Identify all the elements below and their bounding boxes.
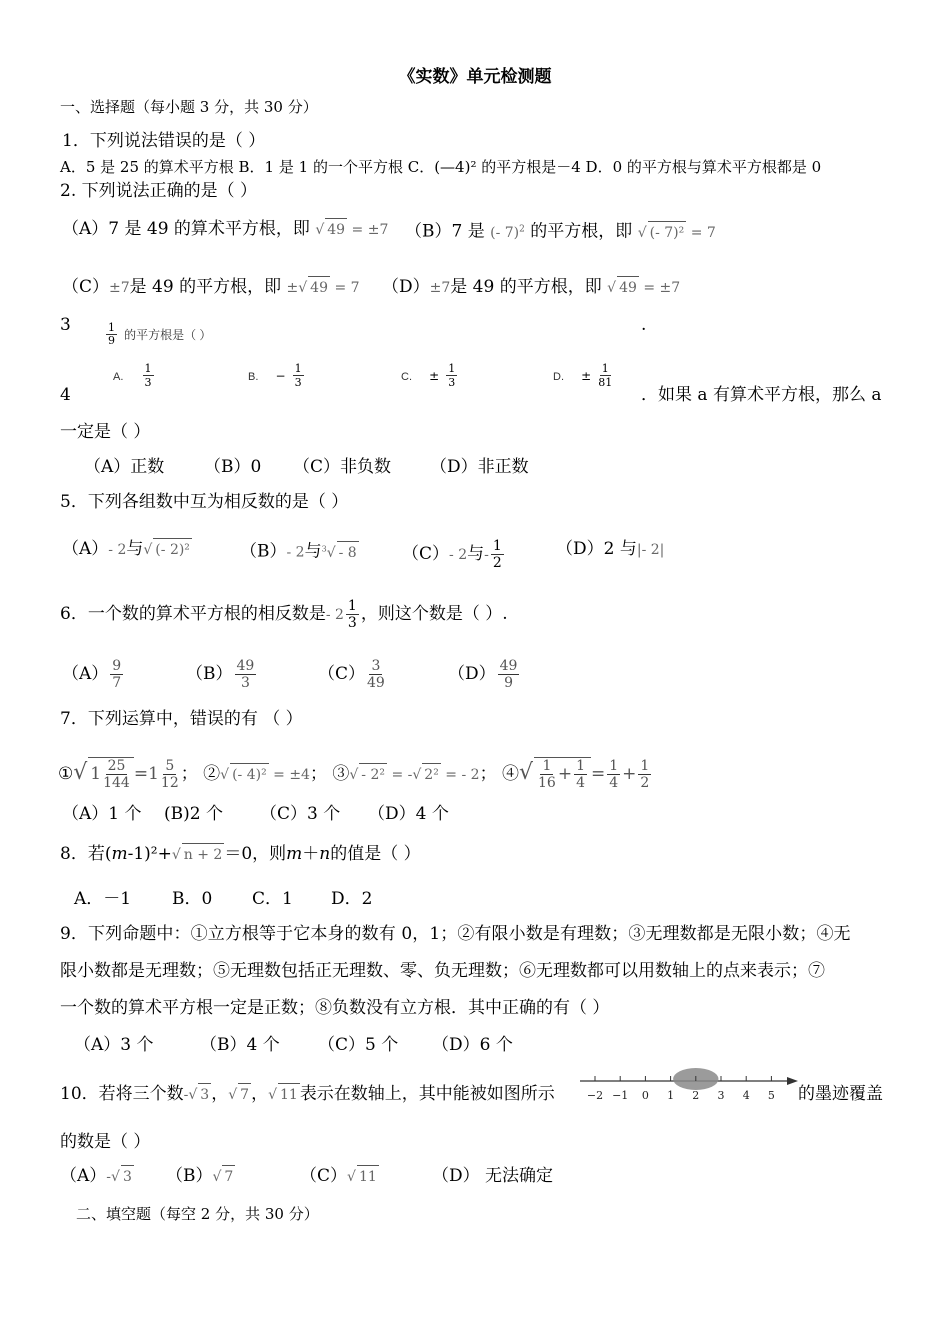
q6-option-a	[62, 658, 125, 691]
q7-e4-n2: 1	[576, 758, 585, 774]
question-2-option-c: （C）±7是 49 的平方根，即 ±√ 49 = 7	[62, 277, 360, 297]
q5-b-index: 3	[321, 544, 327, 553]
number-line-figure	[578, 1066, 800, 1106]
q7-e4-plus: +	[557, 764, 573, 784]
q3-c-num: 1	[448, 362, 456, 375]
q3-option-a-label: A.	[113, 371, 124, 383]
option-c-label: （C）	[62, 277, 110, 297]
question-10-line2: 的数是（ ）	[60, 1132, 151, 1152]
option-b-text1: （B）7 是	[405, 221, 485, 242]
q6-a-num: 9	[112, 658, 122, 674]
q7-e4-plus2: +	[622, 764, 637, 784]
q3-option-a	[113, 362, 156, 389]
number-line-tick-label: 4	[742, 1089, 750, 1102]
page-title: 《实数》单元检测题	[398, 67, 552, 87]
q6-b-label: （B）	[186, 664, 233, 684]
q7-e1-int: 1	[90, 764, 102, 784]
q8-part2: -1)²+	[127, 844, 172, 864]
q7-e3-label: ③	[332, 764, 350, 784]
number-line-tick-label: 3	[717, 1089, 725, 1102]
q10-m3-radicand: 11	[278, 1083, 300, 1106]
q7-e4-d4: 2	[640, 775, 650, 791]
question-2-option-a: （A）7 是 49 的算术平方根，即 √ 49 = ±7	[62, 219, 389, 239]
question-2-option-b: （B）7 是 (- 7)$^2$ 的平方根，即 √ (- 7)² = 7	[405, 221, 716, 242]
q8-option-d: D．2	[331, 889, 373, 909]
q5-c-den: 2	[492, 555, 502, 571]
q7-sep-2: ；	[309, 764, 327, 784]
q3-b-den: 3	[294, 376, 302, 389]
q7-e1-num: 25	[107, 758, 126, 774]
question-8-stem: 8．若(m-1)²+√ n + 2 ＝0，则m＋n的值是（ ）	[60, 844, 421, 864]
q7-sep-1: ；	[180, 764, 198, 784]
q6-b-den: 3	[240, 675, 250, 691]
option-a-text: （A）7 是 49 的算术平方根，即	[62, 219, 310, 239]
q3-d-num: 1	[601, 362, 609, 375]
q5-option-a: （A）- 2与√ (- 2)²	[62, 539, 190, 559]
q5-d-label: （D）2 与	[556, 539, 637, 559]
option-d-radicand: 49	[617, 276, 639, 299]
q8-part1: 8．若(	[60, 844, 112, 864]
q5-option-c	[402, 538, 506, 571]
q10-c-label: （C）	[300, 1166, 348, 1186]
option-c-text: 是 49 的平方根，即	[129, 277, 282, 297]
q7-e4-n1: 1	[542, 758, 552, 774]
q3-option-b	[248, 362, 306, 389]
option-b-math: (- 7)	[490, 224, 520, 241]
q10-part1: 10．若将三个数	[60, 1084, 184, 1104]
q10-option-a: （A）-√ 3	[60, 1166, 132, 1186]
question-3-stem	[104, 322, 211, 347]
q10-a-label: （A）	[60, 1166, 107, 1186]
number-line-arrow	[787, 1077, 798, 1085]
q6-d-den: 9	[504, 675, 514, 691]
number-line-tick-label: −1	[612, 1089, 629, 1102]
q7-expressions: ①√ 1 $\frac{25}{144}$ =1 $\frac{5}{12}$ ； ②√ (- 4)² = ±4； ③√ - 2² = -√ 2² = - 2； ④√ $\frac{1}{16}$ + $\frac{1}{4}$ = $\frac{1}{4}$ + $\frac{1}{2}$	[58, 758, 650, 791]
question-2-option-d: （D）±7是 49 的平方根，即 √ 49 = ±7	[382, 277, 681, 297]
q7-e1-rnum: 5	[165, 758, 175, 774]
q10-a-sign: -	[106, 1169, 112, 1185]
q10-part2: 表示在数轴上，其中能被如图所示	[299, 1084, 555, 1104]
q7-e4-eq: =	[591, 764, 606, 784]
q10-comma2: ，	[251, 1084, 269, 1104]
q4-option-d: （D）非正数	[430, 457, 529, 477]
option-c-radicand: 49	[308, 276, 330, 299]
question-9-line2: 限小数都是无理数；⑤无理数包括正无理数、零、负无理数；⑥无理数都可以用数轴上的点来表示；⑦	[60, 961, 825, 981]
q3-option-d-label: D.	[553, 371, 564, 383]
q7-e2-eq: = ±4	[273, 767, 310, 783]
q6-option-d	[448, 658, 521, 691]
q5-a-radicand: (- 2)²	[153, 538, 192, 561]
number-line-tick-label: 0	[641, 1089, 649, 1102]
q8-var-m: m	[111, 844, 128, 864]
q5-c-with: 与	[467, 544, 485, 564]
q3-stem-text: 的平方根是（ ）	[124, 328, 212, 342]
q7-e4-d2: 4	[576, 775, 585, 791]
number-line-tick-label: −2	[586, 1089, 604, 1102]
q10-b-label: （B）	[166, 1166, 213, 1186]
q7-e1-eq: =1	[133, 764, 159, 784]
q9-option-c: （C）5 个	[318, 1035, 399, 1055]
question-2-stem: 2. 下列说法正确的是（ ）	[60, 181, 258, 201]
q6-c-label: （C）	[318, 664, 366, 684]
q5-b-m1: - 2	[286, 544, 305, 561]
number-line-tick-label: 1	[667, 1089, 675, 1102]
q9-option-a: （A）3 个	[74, 1035, 154, 1055]
q5-a-with: 与	[126, 539, 144, 559]
q7-e4-label: ④	[501, 764, 519, 784]
section-heading-fill: 二、填空题（每空 2 分，共 30 分）	[76, 1205, 319, 1223]
q10-m1-sign: -	[183, 1087, 189, 1103]
q6-mixed-den: 3	[347, 615, 357, 631]
q8-option-b: B．0	[172, 889, 213, 909]
q7-e4-d3: 4	[609, 775, 619, 791]
section-heading-choice: 一、选择题（每小题 3 分，共 30 分）	[60, 98, 318, 116]
q10-a-radicand: 3	[121, 1165, 134, 1188]
q6-stem-part2: ，则这个数是（ ）.	[360, 604, 508, 624]
q7-e1-rden: 12	[160, 775, 179, 791]
q10-m2-radicand: 7	[238, 1083, 251, 1106]
option-a-radicand: 49	[325, 218, 347, 241]
q9-option-d: （D）6 个	[432, 1035, 513, 1055]
q7-e1-den: 144	[103, 775, 130, 791]
q3-a-den: 3	[144, 376, 152, 389]
q6-a-label: （A）	[62, 664, 109, 684]
q5-a-label: （A）	[62, 539, 109, 559]
q8-radicand: n + 2	[182, 843, 225, 866]
number-line-tick-label: 2	[692, 1089, 700, 1102]
q4-option-c: （C）非负数	[293, 457, 392, 477]
q7-e3-eq2: = - 2	[445, 767, 480, 783]
q5-c-label: （C）	[402, 544, 450, 564]
option-c-pm: ±7	[109, 280, 130, 296]
q5-c-sign: -	[484, 547, 489, 563]
option-d-pm: ±7	[429, 280, 451, 296]
question-1-stem: 1．下列说法错误的是（ ）	[62, 131, 266, 151]
q6-mixed-int: - 2	[325, 607, 344, 623]
q8-part4: 的值是（ ）	[330, 844, 421, 864]
option-b-eq: = 7	[690, 224, 716, 241]
q7-e3-eq: = -	[391, 767, 413, 783]
q7-option-a: （A）1 个	[62, 804, 142, 824]
q3-option-c-label: C.	[401, 371, 412, 383]
option-d-text: 是 49 的平方根，即	[450, 277, 602, 297]
q8-option-a: A．－1	[74, 889, 132, 909]
option-b-radicand: (- 7)²	[648, 221, 687, 244]
option-c-eq: = 7	[334, 280, 360, 296]
q7-sep-3: ；	[479, 764, 497, 784]
q10-comma1: ，	[211, 1084, 229, 1104]
option-d-label: （D）	[382, 277, 430, 297]
q5-a-m1: - 2	[108, 542, 127, 558]
q8-plus: ＋	[302, 844, 320, 864]
q7-option-c: （C）3 个	[260, 804, 341, 824]
q4-option-b: （B）0	[204, 457, 262, 477]
option-b-text2: 的平方根，即	[530, 221, 633, 242]
q5-b-label: （B）	[240, 541, 287, 562]
q7-e4-d1: 16	[538, 775, 556, 791]
question-6-stem	[60, 598, 508, 631]
q4-option-a: （A）正数	[84, 457, 165, 477]
q7-e4-n3: 1	[609, 758, 619, 774]
question-9-line3: 一个数的算术平方根一定是正数；⑧负数没有立方根．其中正确的有（ ）	[60, 998, 610, 1018]
q6-d-num: 49	[499, 658, 518, 674]
q3-b-sign: −	[275, 369, 286, 383]
q5-option-d	[556, 538, 664, 561]
q7-e2-label: ②	[203, 764, 221, 784]
option-c-math-pm: ±	[286, 280, 299, 296]
q9-option-b: （B）4 个	[200, 1035, 280, 1055]
q3-c-sign: ±	[429, 369, 440, 383]
q7-e3-radicand2: 2²	[422, 763, 441, 786]
q8-part3: ＝0，则	[224, 844, 287, 864]
q6-stem-part1: 6．一个数的算术平方根的相反数是	[60, 604, 326, 624]
q6-option-c	[318, 658, 387, 691]
question-4-stem: ．如果 a 有算术平方根，那么 a	[641, 385, 882, 405]
q6-d-label: （D）	[448, 664, 496, 684]
q8-var-n: n	[319, 844, 331, 864]
q3-option-b-label: B.	[248, 371, 259, 383]
question-10-stem: 10．若将三个数-√ 3 ，√ 7 ，√ 11 表示在数轴上，其中能被如图所示	[60, 1084, 555, 1104]
q3-frac-num: 1	[108, 321, 115, 334]
q3-b-num: 1	[294, 362, 302, 375]
q3-option-d	[553, 362, 614, 389]
q6-c-num: 3	[371, 658, 381, 674]
q3-option-c	[401, 362, 459, 389]
q3-c-den: 3	[448, 376, 456, 389]
q3-frac-den: 9	[108, 334, 115, 347]
q5-c-m1: - 2	[449, 547, 468, 563]
q10-m1-radicand: 3	[198, 1083, 211, 1106]
q7-e2-radicand: (- 4)²	[230, 763, 269, 786]
question-3-dot: .	[641, 315, 647, 335]
q3-a-num: 1	[144, 362, 152, 375]
q10-option-d: （D） 无法确定	[432, 1166, 554, 1186]
q6-b-num: 49	[236, 658, 255, 674]
q8-option-c: C．1	[252, 889, 293, 909]
q6-mixed-num: 1	[347, 598, 357, 614]
q6-c-den: 49	[367, 675, 385, 691]
q3-d-den: 81	[598, 376, 613, 389]
q5-b-radicand: - 8	[337, 541, 359, 564]
q7-option-d: （D）4 个	[368, 804, 449, 824]
q5-option-b: （B）- 2与$^3$√ - 8	[240, 541, 357, 562]
q6-a-den: 7	[112, 675, 122, 691]
q3-d-sign: ±	[581, 369, 592, 383]
q10-option-c: （C）√ 11	[300, 1166, 377, 1186]
option-a-eq: = ±7	[351, 222, 389, 238]
q10-c-radicand: 11	[357, 1165, 379, 1188]
q7-e4-n4: 1	[640, 758, 650, 774]
question-4-stem-line2: 一定是（ ）	[60, 422, 151, 442]
q5-c-num: 1	[492, 538, 502, 554]
question-4-number: 4	[60, 385, 71, 405]
q7-e3-radicand: - 2²	[359, 763, 387, 786]
question-1-options: A．5 是 25 的算术平方根 B．1 是 1 的一个平方根 C．(—4)² 的平方根是－4 D．0 的平方根与算术平方根都是 0	[60, 158, 822, 176]
q8-var-m2: m	[286, 844, 303, 864]
q5-b-with: 与	[304, 541, 322, 562]
option-d-eq: = ±7	[643, 280, 681, 296]
question-3-number: 3	[60, 315, 71, 335]
q7-option-b: (B)2 个	[164, 804, 223, 824]
question-5-stem: 5．下列各组数中互为相反数的是（ ）	[60, 492, 349, 512]
number-line-tick-label: 5	[767, 1089, 775, 1102]
q5-d-math: |- 2|	[636, 542, 665, 558]
question-10-stem-end: 的墨迹覆盖	[798, 1084, 883, 1104]
question-7-stem: 7．下列运算中，错误的有 （ ）	[60, 709, 303, 729]
q10-b-radicand: 7	[222, 1165, 235, 1188]
q10-option-b: （B）√ 7	[166, 1166, 234, 1186]
q7-e1-label: ①	[58, 764, 74, 784]
q6-option-b	[186, 658, 258, 691]
question-9-line1: 9．下列命题中：①立方根等于它本身的数有 0，1；②有限小数是有理数；③无理数都是无限小数；④无	[60, 924, 851, 944]
